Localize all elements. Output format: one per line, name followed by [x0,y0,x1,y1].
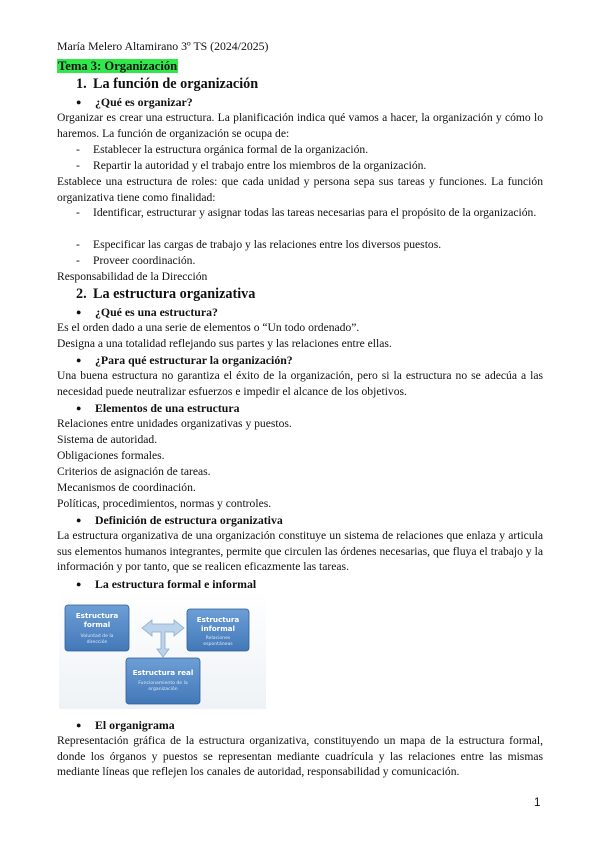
real-sub-line: Funcionamiento de la [138,681,188,686]
bullet-heading-definicion: ● Definición de estructura organizativa [76,513,283,527]
informal-title-line: Estructura [196,615,240,624]
element-line: Criterios de asignación de tareas. [57,465,211,478]
formal-sub-line: Voluntad de la [80,634,114,639]
bullet-icon: ● [76,307,82,317]
bullet-icon: ● [76,355,82,365]
topic-title: Tema 3: Organización [58,59,178,73]
document-header: María Melero Altamirano 3º TS (2024/2025) [57,39,269,53]
text-line: Designa a una totalidad reflejando sus partes y las relaciones entre ellas. [57,337,392,350]
real-title: Estructura real [132,668,194,677]
element-line: Mecanismos de coordinación. [57,481,196,494]
bullet-heading-que-es-estructura: ● ¿Qué es una estructura? [76,305,218,319]
list-item: - Especificar las cargas de trabajo y las relaciones entre los diversos puestos. [76,238,442,251]
section-2-title: La estructura organizativa [93,286,256,302]
dash-icon: - [76,206,80,219]
dash-icon: - [76,143,80,156]
section-1-number: 1. [76,76,87,92]
formal-title-line: formal [83,620,111,629]
list-item: - Establecer la estructura orgánica formal de la organización. [76,143,369,156]
dash-icon: - [76,254,80,267]
element-line: Relaciones entre unidades organizativas y puestos. [57,417,292,430]
bullet-heading-elementos: ● Elementos de una estructura [76,401,240,415]
bullet-heading-text: ¿Qué es organizar? [95,95,193,109]
bullet-icon: ● [76,720,82,730]
element-line: Sistema de autoridad. [57,433,158,446]
section-2-number: 2. [76,286,87,302]
section-1-heading [76,76,258,93]
list-item: - Repartir la autoridad y el trabajo entre los miembros de la organización. [76,159,427,172]
formal-title-line: Estructura [75,611,119,620]
informal-sub-line: espontáneas [203,642,233,647]
list-item: - Proveer coordinación. [76,254,196,267]
real-sub-line: organización [148,687,178,692]
bullet-heading-que-es-organizar [76,94,193,110]
dash-icon: - [76,159,80,172]
bullet-heading-formal-informal: ● La estructura formal e informal [76,577,257,591]
paragraph-estructurar: Una buena estructura no garantiza el éxito de la organización, pero si la estructura no se adecúa a las necesidad puede neutralizar esfuerzos e impedir el alcance de los objetivos. [57,369,543,398]
informal-title-line: informal [201,624,235,633]
list-item: - Identificar, estructurar y asignar todas las tareas necesarias para el propósito de la organización. [76,206,537,219]
informal-sub-line: Relaciones [205,636,231,641]
structure-diagram [59,591,266,709]
page-number: 1 [534,796,541,809]
section-2-heading [76,286,255,303]
topic-title-line [57,58,178,75]
text-line: Es el orden dado a una serie de elementos o “Un todo ordenado”. [57,321,360,334]
formal-sub-line: dirección [86,640,108,645]
paragraph-definicion: La estructura organizativa de una organización constituye un sistema de relaciones que enlaza y articula sus elementos humanos integrantes, permite que circulen las órdenes necesarias, que fluya el trabajo y la información y por tanto, que se realicen eficazmente las tareas. [57,529,543,574]
paragraph-responsabilidad: Responsabilidad de la Dirección [57,270,208,283]
bullet-icon: ● [76,403,82,413]
paragraph-organigrama: Representación gráfica de la estructura organizativa, constituyendo un mapa de la estructura formal, donde los órganos y puestos se representan mediante cuadrícula y las relaciones entre las mismas mediante líneas que reflejen los canales de autoridad, responsabilidad y comunicación. [57,734,543,779]
section-1-title: La función de organización [93,76,259,92]
element-line: Obligaciones formales. [57,449,165,462]
element-line: Políticas, procedimientos, normas y controles. [57,497,272,510]
bullet-heading-para-que-estructurar: ● ¿Para qué estructurar la organización? [76,353,293,367]
bullet-icon: ● [76,515,82,525]
dash-icon: - [76,238,80,251]
bullet-icon: ● [76,579,82,589]
paragraph-organizar: Organizar es crear una estructura. La planificación indica qué vamos a hacer, la organización y cómo lo haremos. La función de organización se ocupa de: [57,111,543,140]
bullet-heading-organigrama: ● El organigrama [76,718,175,732]
paragraph-roles: Establece una estructura de roles: que cada unidad y persona sepa sus tareas y funciones. La función organizativa tiene como finalidad: [57,175,543,204]
bullet-icon: ● [76,97,82,107]
